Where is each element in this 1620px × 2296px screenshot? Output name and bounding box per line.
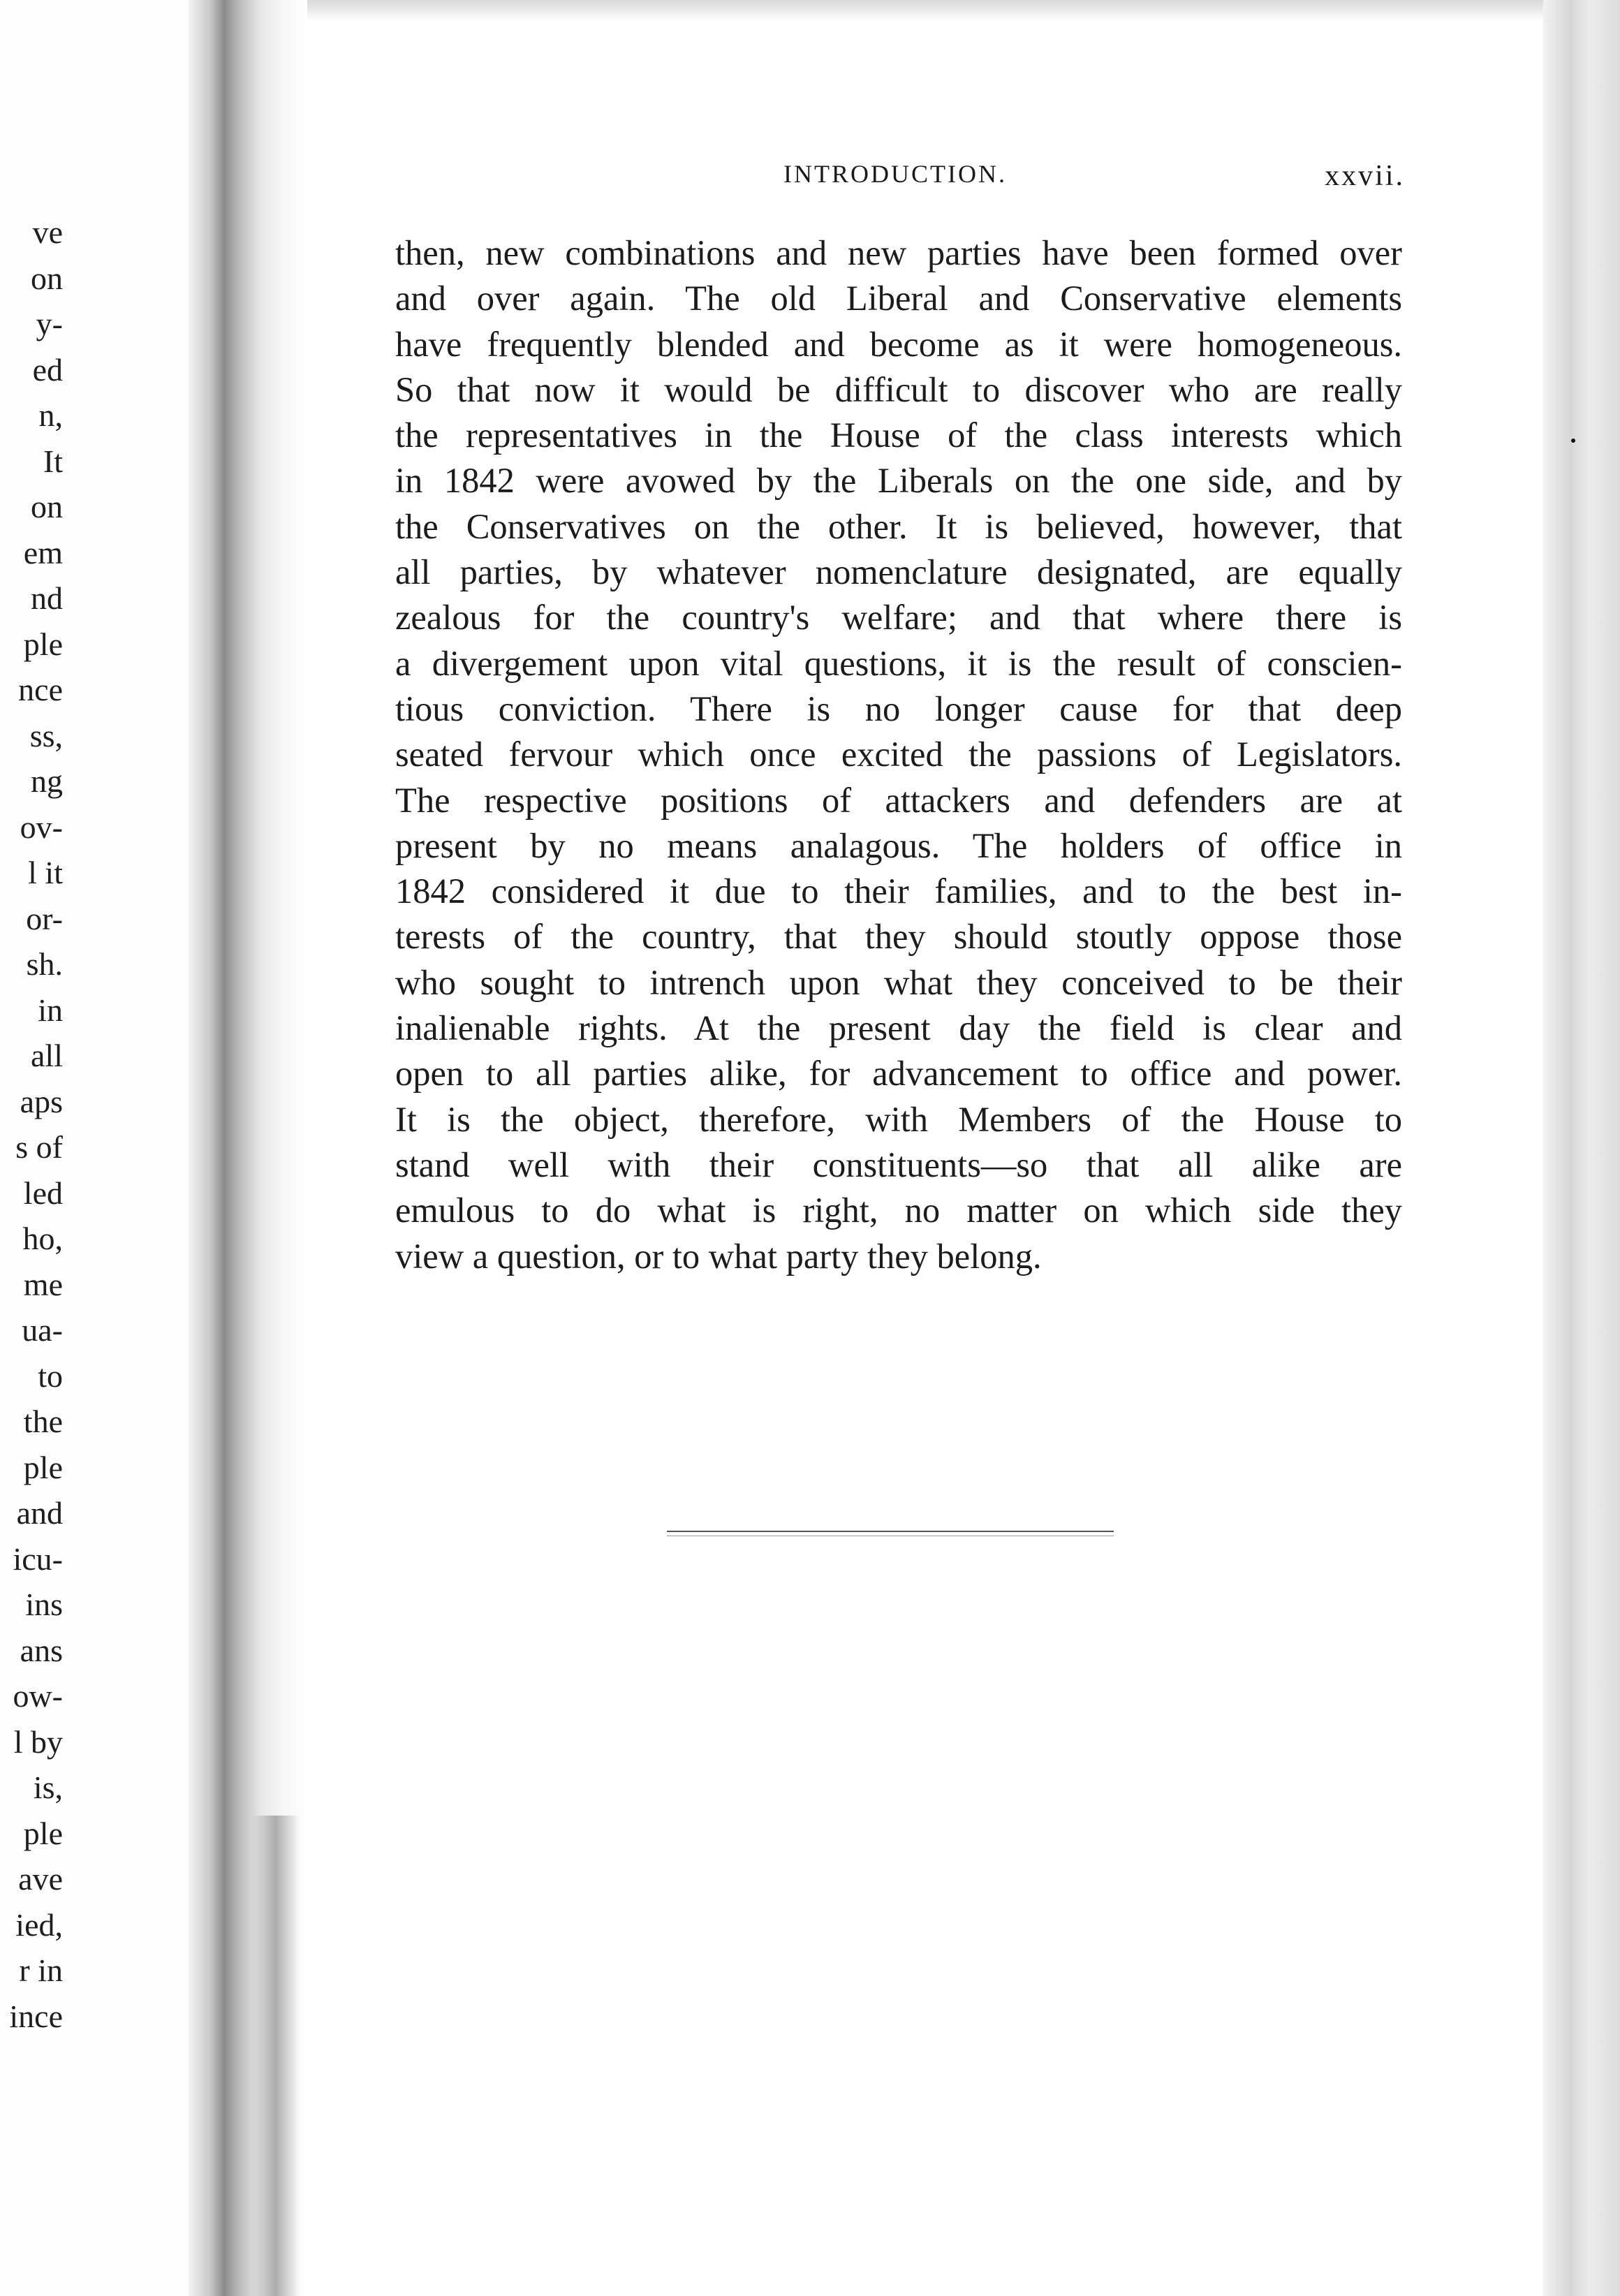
previous-page-line-fragment: n, — [38, 397, 63, 433]
text-line: the representatives in the House of the class interests which — [395, 415, 1402, 455]
page-number: xxvii. — [1325, 160, 1405, 192]
previous-page-line-fragment: ov- — [20, 809, 63, 845]
text-line: inalienable rights. At the present day the field is clear and — [395, 1008, 1402, 1048]
previous-page-line-fragment: to — [38, 1357, 63, 1394]
body-text — [395, 230, 1402, 1279]
text-line: who sought to intrench upon what they conceived to be their — [395, 962, 1402, 1002]
previous-page-line-fragment: nd — [31, 580, 63, 616]
text-line: a divergement upon vital questions, it is the result of conscien- — [395, 643, 1402, 683]
text-line: zealous for the country's welfare; and that where there is — [395, 598, 1402, 638]
text-line: The respective positions of attackers and defenders are at — [395, 780, 1402, 820]
previous-page-line-fragment: or- — [26, 900, 63, 936]
previous-page-line-fragment: ple — [23, 1815, 63, 1851]
previous-page-line-fragment: ss, — [29, 717, 63, 753]
previous-page-line-fragment: y- — [36, 306, 63, 341]
previous-page-line-fragment: l by — [13, 1723, 63, 1760]
previous-page-line-fragment: ied, — [15, 1906, 63, 1943]
previous-page-line-fragment: is, — [33, 1769, 63, 1805]
previous-page-line-fragment: on — [31, 489, 63, 524]
text-line: and over again. The old Liberal and Conservative elements — [395, 279, 1402, 318]
previous-page-line-fragment: ave — [18, 1861, 63, 1897]
section-end-rule — [667, 1531, 1114, 1532]
previous-page-line-fragment: ince — [9, 1998, 63, 2034]
previous-page-line-fragment: ve — [32, 214, 63, 250]
running-title: INTRODUCTION. — [783, 160, 1007, 188]
text-line: So that now it would be difficult to discover who are really — [395, 369, 1402, 409]
text-line: terests of the country, that they should stoutly oppose those — [395, 917, 1402, 957]
previous-page-line-fragment: on — [31, 260, 63, 296]
text-line: seated fervour which once excited the passions of Legislators. — [395, 735, 1402, 774]
previous-page-line-fragment: It — [43, 443, 63, 479]
previous-page-line-fragment: ins — [25, 1587, 63, 1622]
text-line: view a question, or to what party they belong. — [395, 1236, 1042, 1276]
text-line: tious conviction. There is no longer cause for that deep — [395, 689, 1402, 728]
previous-page-line-fragment: ua- — [22, 1312, 63, 1348]
previous-page-line-fragment: led — [23, 1175, 63, 1211]
previous-page-line-fragment: the — [23, 1404, 63, 1439]
gutter-shadow — [251, 1816, 300, 2296]
text-line: open to all parties alike, for advancement to office and power. — [395, 1054, 1402, 1094]
previous-page-line-fragment: l it — [28, 855, 63, 890]
previous-page-line-fragment: ans — [20, 1632, 63, 1668]
text-line: emulous to do what is right, no matter on which side they — [395, 1191, 1402, 1230]
text-line: stand well with their constituents—so that all alike are — [395, 1145, 1402, 1184]
previous-page-line-fragment: ple — [23, 1449, 63, 1485]
print-speck — [1571, 439, 1575, 443]
text-line: all parties, by whatever nomenclature designated, are equally — [395, 552, 1402, 592]
previous-page-line-fragment: me — [23, 1266, 63, 1302]
previous-page-line-fragment: ho, — [22, 1221, 63, 1256]
page-edge — [1543, 0, 1620, 2296]
text-line: have frequently blended and become as it were homogeneous. — [395, 324, 1402, 364]
previous-page-line-fragment: ed — [32, 351, 63, 388]
previous-page-line-fragment: r in — [19, 1952, 63, 1988]
text-line: It is the object, therefore, with Members of the House to — [395, 1099, 1402, 1139]
page-top-shade — [307, 0, 1543, 21]
previous-page-line-fragment: em — [23, 534, 63, 571]
previous-page-line-fragment: in — [38, 992, 63, 1028]
previous-page-line-fragment: nce — [18, 672, 63, 707]
previous-page-line-fragment: sh. — [26, 946, 63, 982]
text-line: then, new combinations and new parties have been formed over — [395, 233, 1402, 272]
previous-page-line-fragment: s of — [15, 1129, 63, 1165]
text-line: present by no means analagous. The holders of office in — [395, 825, 1402, 865]
text-line: the Conservatives on the other. It is believed, however, that — [395, 506, 1402, 546]
previous-page-line-fragment: ow- — [13, 1678, 63, 1714]
previous-page-line-ends — [0, 209, 63, 2039]
running-head — [783, 159, 1405, 201]
previous-page-line-fragment: all — [31, 1038, 63, 1073]
text-line: 1842 considered it due to their families, and to the best in- — [395, 871, 1402, 911]
text-line: in 1842 were avowed by the Liberals on the one side, and by — [395, 461, 1402, 501]
previous-page-line-fragment: icu- — [13, 1540, 63, 1577]
previous-page-line-fragment: and — [16, 1495, 63, 1531]
previous-page-line-fragment: aps — [20, 1083, 63, 1119]
previous-page-line-fragment: ng — [31, 763, 63, 799]
previous-page-line-fragment: ple — [23, 626, 63, 662]
